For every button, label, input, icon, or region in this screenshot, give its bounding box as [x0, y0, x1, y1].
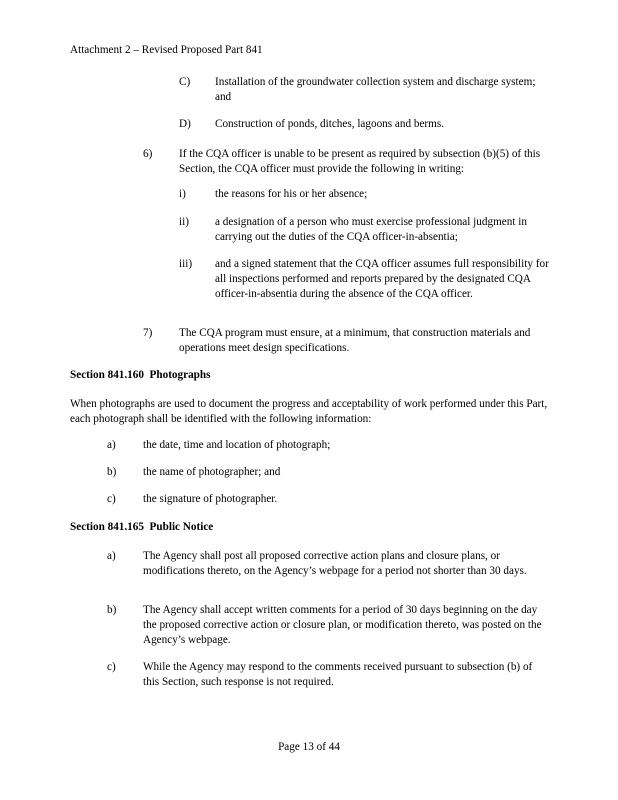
section-160-c-label: c): [107, 493, 116, 505]
section-160-a-label: a): [107, 439, 116, 451]
item-7-text: The CQA program must ensure, at a minimum, that construction materials and operations meet design specifications.: [179, 327, 531, 354]
page-number: Page 13 of 44: [278, 741, 340, 753]
item-6-text: If the CQA officer is unable to be present as required by subsection (b)(5) of this Section, the CQA officer must provide the following in writing:: [179, 148, 541, 175]
section-165-a-text: The Agency shall post all proposed corrective action plans and closure plans, or modifications thereto, on the Agency’s webpage for a period not shorter than 30 days.: [143, 550, 527, 577]
section-160-b-label: b): [107, 466, 117, 478]
section-165-heading: Section 841.165 Public Notice: [70, 521, 214, 533]
section-160-a-text: the date, time and location of photograph;: [143, 439, 331, 451]
section-160-heading: Section 841.160 Photographs: [70, 369, 211, 381]
item-d-text: Construction of ponds, ditches, lagoons and berms.: [215, 118, 445, 130]
section-160-intro: When photographs are used to document the progress and acceptability of work performed under this Part, each photograph shall be identified with the following information:: [70, 398, 548, 425]
section-165-b-text: The Agency shall accept written comments for a period of 30 days beginning on the day the proposed corrective action or closure plan, or modification thereto, was posted on the Agency’s webpage.: [143, 604, 542, 646]
section-160-b-text: the name of photographer; and: [143, 466, 281, 478]
item-6-i-label: i): [179, 188, 186, 200]
document-header: Attachment 2 – Revised Proposed Part 841: [70, 44, 263, 56]
item-6-iii-text: and a signed statement that the CQA officer assumes full responsibility for all inspections performed and reports prepared by the designated CQA officer-in-absentia during the absence of the CQA officer.: [215, 258, 549, 300]
section-165-a-label: a): [107, 550, 116, 562]
section-160-c-text: the signature of photographer.: [143, 493, 278, 505]
item-6-i-text: the reasons for his or her absence;: [215, 188, 368, 200]
section-165-b-label: b): [107, 604, 117, 616]
section-165-c-label: c): [107, 661, 116, 673]
item-6-iii-label: iii): [179, 258, 193, 270]
item-d-label: D): [179, 118, 191, 130]
item-c-text: Installation of the groundwater collection system and discharge system; and: [215, 76, 536, 103]
item-6-label: 6): [143, 148, 153, 160]
item-6-ii-label: ii): [179, 216, 189, 228]
item-6-ii-text: a designation of a person who must exercise professional judgment in carrying out the duties of the CQA officer-in-absentia;: [215, 216, 527, 243]
item-c-label: C): [179, 76, 191, 88]
section-165-c-text: While the Agency may respond to the comments received pursuant to subsection (b) of this Section, such response is not required.: [143, 661, 533, 688]
item-7-label: 7): [143, 327, 153, 339]
